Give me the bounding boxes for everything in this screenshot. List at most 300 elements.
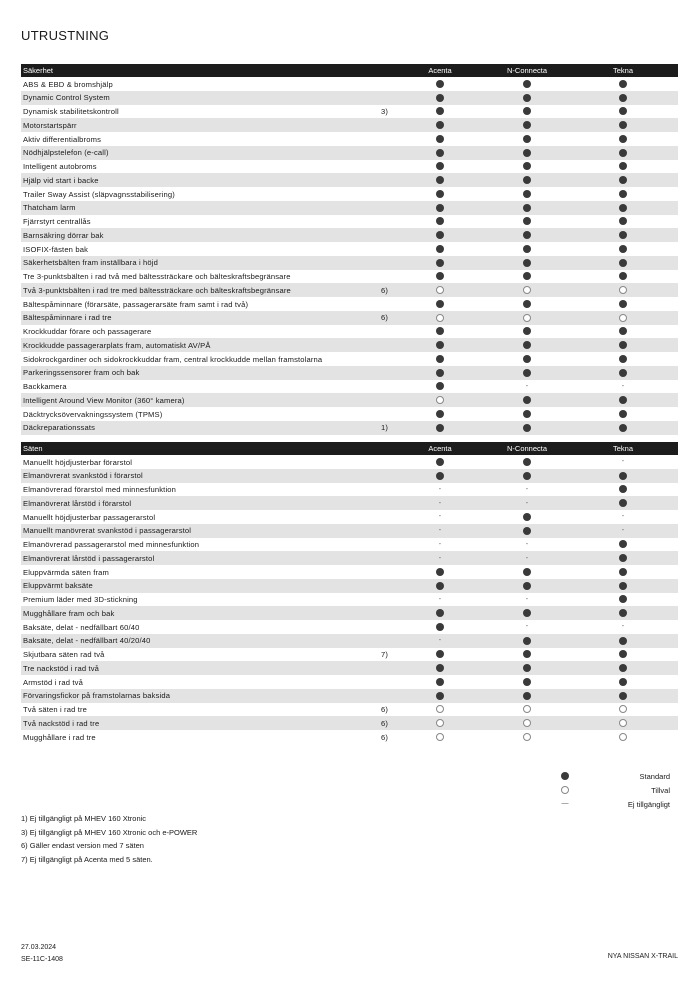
feature-label: Krockkudde passagerarplats fram, automatiskt AV/PÅ (23, 340, 211, 350)
standard-dot-icon (523, 204, 531, 212)
availability-cell (492, 716, 562, 730)
standard-dot-icon (619, 94, 627, 102)
dash-icon: - (621, 623, 625, 631)
standard-dot-icon (436, 458, 444, 466)
availability-cell (492, 648, 562, 662)
availability-cell (492, 201, 562, 215)
column-header: Tekna (612, 66, 633, 75)
table-row (21, 366, 678, 380)
availability-cell (492, 483, 562, 497)
option-circle-icon (523, 314, 531, 322)
option-circle-icon (619, 286, 627, 294)
table-row (21, 689, 678, 703)
table-row (21, 132, 678, 146)
standard-dot-icon (619, 341, 627, 349)
option-circle-icon (436, 705, 444, 713)
footnote: 3) Ej tillgängligt på MHEV 160 Xtronic och e-POWER (21, 827, 198, 837)
standard-dot-icon (619, 149, 627, 157)
table-row (21, 593, 678, 607)
column-header: Tekna (612, 444, 633, 453)
section-header (21, 64, 678, 77)
footnote-ref: 6) (381, 732, 389, 742)
feature-label: Krockkuddar förare och passagerare (23, 327, 152, 336)
standard-dot-icon (619, 424, 627, 432)
availability-cell (492, 593, 562, 607)
availability-cell (492, 270, 562, 284)
feature-label: Två nackstöd i rad tre (23, 718, 100, 728)
dash-icon: - (525, 382, 529, 390)
standard-dot-icon (436, 568, 444, 576)
table-row (21, 270, 678, 284)
table-row (21, 352, 678, 366)
table-row (21, 551, 678, 565)
availability-cell (405, 311, 475, 325)
availability-cell (492, 256, 562, 270)
standard-dot-icon (523, 513, 531, 521)
availability-cell (405, 455, 475, 469)
feature-label: ABS & EBD & bromshjälp (23, 79, 113, 89)
column-header: N-Connecta (506, 444, 548, 453)
standard-dot-icon (436, 162, 444, 170)
feature-label: Elmanövrerat svankstöd i förarstol (23, 471, 143, 481)
standard-dot-icon (436, 355, 444, 363)
table-row (21, 620, 678, 634)
table-row (21, 538, 678, 552)
standard-dot-icon (436, 650, 444, 658)
availability-cell (405, 524, 475, 538)
dash-icon: - (438, 540, 442, 548)
availability-cell (588, 455, 658, 469)
standard-dot-icon (619, 300, 627, 308)
availability-cell (492, 455, 562, 469)
availability-cell (405, 510, 475, 524)
availability-cell (405, 703, 475, 717)
availability-cell (588, 675, 658, 689)
availability-cell (492, 551, 562, 565)
option-circle-icon (523, 286, 531, 294)
standard-dot-icon (619, 190, 627, 198)
table-body (21, 455, 678, 744)
option-circle-icon (523, 733, 531, 741)
availability-cell (588, 661, 658, 675)
availability-cell (588, 634, 658, 648)
standard-dot-icon (523, 272, 531, 280)
dash-icon: - (525, 485, 529, 493)
standard-dot-icon (436, 135, 444, 143)
availability-cell (588, 160, 658, 174)
availability-cell (405, 283, 475, 297)
standard-dot-icon (619, 609, 627, 617)
standard-dot-icon (619, 499, 627, 507)
dash-icon: - (525, 499, 529, 507)
availability-cell (492, 689, 562, 703)
availability-cell (405, 338, 475, 352)
availability-cell (405, 551, 475, 565)
standard-dot-icon (523, 472, 531, 480)
availability-cell (405, 393, 475, 407)
dash-icon: - (621, 382, 625, 390)
standard-dot-icon (619, 272, 627, 280)
availability-cell (588, 325, 658, 339)
feature-label: Bältespåminnare (förarsäte, passagerarsäte fram samt i rad två) (23, 299, 249, 309)
feature-label: Två 3-punktsbälten i rad tre med bältessträckare och bälteskraftsbegränsare (23, 285, 291, 295)
availability-cell (588, 689, 658, 703)
standard-dot-icon (619, 595, 627, 603)
feature-label: Nödhjälpstelefon (e-call) (23, 148, 109, 158)
column-header: Acenta (428, 444, 452, 453)
availability-cell (588, 524, 658, 538)
feature-label: Bältespåminnare i rad tre (23, 313, 112, 323)
safety-table (21, 64, 678, 435)
legend-na: — Ej tillgängligt (561, 800, 670, 809)
availability-cell (492, 283, 562, 297)
standard-dot-icon (619, 650, 627, 658)
availability-cell (492, 325, 562, 339)
availability-cell (588, 496, 658, 510)
section-title: Säten (23, 444, 43, 453)
table-row (21, 496, 678, 510)
availability-cell (492, 173, 562, 187)
table-row (21, 579, 678, 593)
availability-cell (492, 187, 562, 201)
availability-cell (588, 173, 658, 187)
availability-cell (588, 579, 658, 593)
standard-dot-icon (436, 582, 444, 590)
availability-cell (588, 297, 658, 311)
dash-icon: - (525, 540, 529, 548)
table-row (21, 524, 678, 538)
standard-dot-icon (523, 582, 531, 590)
feature-label: Dynamisk stabilitetskontroll (23, 107, 119, 116)
availability-cell (588, 338, 658, 352)
table-row (21, 187, 678, 201)
standard-dot-icon (523, 355, 531, 363)
feature-label: Dynamic Control System (23, 93, 110, 103)
standard-dot-icon (523, 609, 531, 617)
feature-label: Manuellt manövrerat svankstöd i passagerarstol (23, 526, 192, 536)
availability-cell (492, 510, 562, 524)
availability-cell (492, 105, 562, 119)
table-body (21, 77, 678, 435)
availability-cell (405, 496, 475, 510)
availability-cell (492, 242, 562, 256)
table-row (21, 311, 678, 325)
standard-dot-icon (523, 396, 531, 404)
feature-label: Barnsäkring dörrar bak (23, 230, 104, 240)
footnotes (21, 812, 197, 866)
standard-dot-icon (619, 176, 627, 184)
availability-cell (405, 297, 475, 311)
standard-dot-icon (523, 568, 531, 576)
table-row (21, 469, 678, 483)
section-title: Säkerhet (23, 66, 54, 75)
table-row (21, 510, 678, 524)
availability-cell (405, 689, 475, 703)
table-row (21, 146, 678, 160)
standard-dot-icon (619, 204, 627, 212)
table-row (21, 91, 678, 105)
availability-cell (492, 338, 562, 352)
availability-cell (492, 730, 562, 744)
standard-dot-icon (619, 217, 627, 225)
table-row (21, 661, 678, 675)
feature-label: Skjutbara säten rad två (23, 650, 105, 659)
availability-cell (405, 675, 475, 689)
availability-cell (492, 228, 562, 242)
standard-dot-icon (436, 204, 444, 212)
standard-dot-icon (523, 190, 531, 198)
standard-dot-icon (436, 382, 444, 390)
dash-icon: - (438, 554, 442, 562)
availability-cell (405, 160, 475, 174)
standard-dot-icon (619, 121, 627, 129)
standard-dot-icon (619, 582, 627, 590)
standard-dot-icon (523, 664, 531, 672)
availability-cell (405, 593, 475, 607)
availability-cell (405, 77, 475, 91)
table-row (21, 407, 678, 421)
footer-brand: NYA NISSAN X-TRAIL (607, 953, 678, 960)
table-row (21, 160, 678, 174)
dash-icon: - (438, 637, 442, 645)
feature-label: Baksäte, delat - nedfällbart 40/20/40 (23, 636, 151, 646)
standard-dot-icon (619, 245, 627, 253)
availability-cell (492, 496, 562, 510)
standard-dot-icon (619, 327, 627, 335)
availability-cell (492, 132, 562, 146)
availability-cell (492, 565, 562, 579)
standard-dot-icon (523, 217, 531, 225)
standard-dot-icon (619, 554, 627, 562)
dash-icon: - (438, 527, 442, 535)
availability-cell (588, 187, 658, 201)
availability-cell (405, 118, 475, 132)
availability-cell (588, 593, 658, 607)
feature-label: Parkeringssensorer fram och bak (23, 368, 140, 378)
standard-dot-icon (523, 458, 531, 466)
availability-cell (588, 606, 658, 620)
legend-standard: Standard (560, 770, 670, 784)
feature-label: Intelligent autobroms (23, 162, 97, 171)
footer-code: SE-11C-1408 (21, 956, 63, 963)
footnote: 6) Gäller endast version med 7 säten (21, 841, 144, 850)
feature-label: Backkamera (23, 382, 67, 391)
feature-label: Elmanövrerad förarstol med minnesfunktion (23, 485, 177, 494)
table-row (21, 242, 678, 256)
standard-dot-icon (619, 107, 627, 115)
option-circle-icon (436, 719, 444, 727)
table-row (21, 105, 678, 119)
availability-cell (588, 352, 658, 366)
availability-cell (492, 469, 562, 483)
availability-cell (492, 352, 562, 366)
standard-dot-icon (436, 410, 444, 418)
dash-icon: - (525, 554, 529, 562)
availability-cell (588, 380, 658, 394)
standard-dot-icon (436, 176, 444, 184)
feature-label: Fjärrstyrt centrallås (23, 217, 91, 226)
feature-label: Intelligent Around View Monitor (360° kamera) (23, 395, 185, 405)
table-row (21, 716, 678, 730)
standard-dot-icon (523, 94, 531, 102)
standard-dot-icon (523, 692, 531, 700)
availability-cell (588, 538, 658, 552)
availability-cell (588, 201, 658, 215)
option-circle-icon (523, 705, 531, 713)
availability-cell (588, 551, 658, 565)
availability-cell (588, 565, 658, 579)
footnote: 7) Ej tillgängligt på Acenta med 5 säten. (21, 854, 153, 864)
feature-label: Däckreparationssats (23, 423, 96, 433)
footnote-ref: 6) (381, 705, 389, 714)
standard-dot-icon (619, 355, 627, 363)
standard-dot-icon (523, 527, 531, 535)
availability-cell (588, 105, 658, 119)
standard-dot-icon (436, 369, 444, 377)
availability-cell (405, 469, 475, 483)
feature-label: Elmanövrerat lårstöd i passagerarstol (23, 553, 155, 563)
availability-cell (492, 407, 562, 421)
feature-label: Baksäte, delat - nedfällbart 60/40 (23, 622, 140, 632)
dash-icon: — (561, 800, 569, 807)
option-circle-icon (619, 314, 627, 322)
availability-cell (588, 118, 658, 132)
availability-cell (588, 228, 658, 242)
table-row (21, 730, 678, 744)
availability-cell (492, 297, 562, 311)
availability-cell (405, 730, 475, 744)
availability-cell (405, 132, 475, 146)
standard-dot-icon (523, 149, 531, 157)
feature-label: Tre 3-punktsbälten i rad två med bältessträckare och bälteskraftsbegränsare (23, 272, 291, 281)
standard-dot-icon (436, 217, 444, 225)
availability-cell (492, 579, 562, 593)
standard-dot-icon (436, 80, 444, 88)
standard-dot-icon (619, 259, 627, 267)
availability-cell (492, 421, 562, 435)
availability-cell (405, 579, 475, 593)
table-row (21, 118, 678, 132)
standard-dot-icon (436, 609, 444, 617)
standard-dot-icon (523, 369, 531, 377)
availability-cell (492, 524, 562, 538)
feature-label: Aktiv differentialbroms (23, 134, 102, 144)
legend (560, 770, 670, 812)
feature-label: ISOFIX-fästen bak (23, 244, 89, 254)
availability-cell (405, 187, 475, 201)
availability-cell (405, 716, 475, 730)
availability-cell (405, 620, 475, 634)
availability-cell (588, 730, 658, 744)
footer-left (21, 942, 63, 966)
table-row (21, 338, 678, 352)
standard-dot-icon (436, 623, 444, 631)
standard-dot-icon (619, 135, 627, 143)
option-circle-icon (619, 733, 627, 741)
standard-dot-icon (523, 300, 531, 308)
table-row (21, 421, 678, 435)
availability-cell (492, 366, 562, 380)
availability-cell (492, 538, 562, 552)
availability-cell (405, 201, 475, 215)
standard-dot-icon (619, 396, 627, 404)
option-circle-icon (436, 286, 444, 294)
column-header: N-Connecta (506, 66, 548, 75)
option-circle-icon (523, 719, 531, 727)
table-row (21, 393, 678, 407)
standard-dot-icon (619, 692, 627, 700)
feature-label: Elmanövrerat lårstöd i förarstol (23, 498, 132, 508)
footnote-ref: 7) (381, 650, 389, 659)
feature-label: Elmanövrerad passagerarstol med minnesfunktion (23, 540, 200, 549)
standard-dot-icon (619, 410, 627, 418)
feature-label: Förvaringsfickor på framstolarnas baksida (23, 691, 171, 701)
table-row (21, 455, 678, 469)
standard-dot-icon (523, 678, 531, 686)
availability-cell (588, 366, 658, 380)
standard-dot-icon (619, 637, 627, 645)
standard-dot-icon (436, 94, 444, 102)
standard-dot-icon (436, 259, 444, 267)
standard-dot-icon (619, 162, 627, 170)
availability-cell (588, 283, 658, 297)
standard-dot-icon (436, 472, 444, 480)
availability-cell (405, 421, 475, 435)
standard-dot-icon (523, 259, 531, 267)
table-row (21, 228, 678, 242)
availability-cell (492, 661, 562, 675)
standard-dot-icon (436, 231, 444, 239)
availability-cell (588, 146, 658, 160)
standard-dot-icon (436, 678, 444, 686)
feature-label: Thatcham larm (23, 203, 76, 213)
table-row (21, 565, 678, 579)
feature-label: Eluppvärmda säten fram (23, 567, 110, 577)
legend-option: Tillval (560, 784, 670, 798)
standard-dot-icon (436, 272, 444, 280)
table-row (21, 283, 678, 297)
standard-dot-icon (619, 369, 627, 377)
feature-label: Tre nackstöd i rad två (23, 663, 100, 673)
dash-icon: - (438, 595, 442, 603)
availability-cell (405, 105, 475, 119)
feature-label: Däcktrycksövervakningssystem (TPMS) (23, 409, 163, 419)
availability-cell (588, 91, 658, 105)
availability-cell (405, 352, 475, 366)
feature-label: Manuellt höjdjusterbar passagerarstol (23, 512, 156, 522)
availability-cell (588, 132, 658, 146)
standard-dot-icon (523, 80, 531, 88)
availability-cell (405, 380, 475, 394)
standard-dot-icon (619, 231, 627, 239)
availability-cell (588, 703, 658, 717)
standard-dot-icon (523, 424, 531, 432)
availability-cell (405, 325, 475, 339)
standard-dot-icon (523, 410, 531, 418)
availability-cell (405, 483, 475, 497)
availability-cell (405, 661, 475, 675)
seats-table (21, 442, 678, 744)
availability-cell (405, 407, 475, 421)
dash-icon: - (525, 595, 529, 603)
availability-cell (492, 634, 562, 648)
standard-dot-icon (619, 568, 627, 576)
availability-cell (588, 510, 658, 524)
feature-label: Manuellt höjdjusterbar förarstol (23, 457, 133, 467)
availability-cell (588, 469, 658, 483)
availability-cell (405, 270, 475, 284)
table-row (21, 256, 678, 270)
